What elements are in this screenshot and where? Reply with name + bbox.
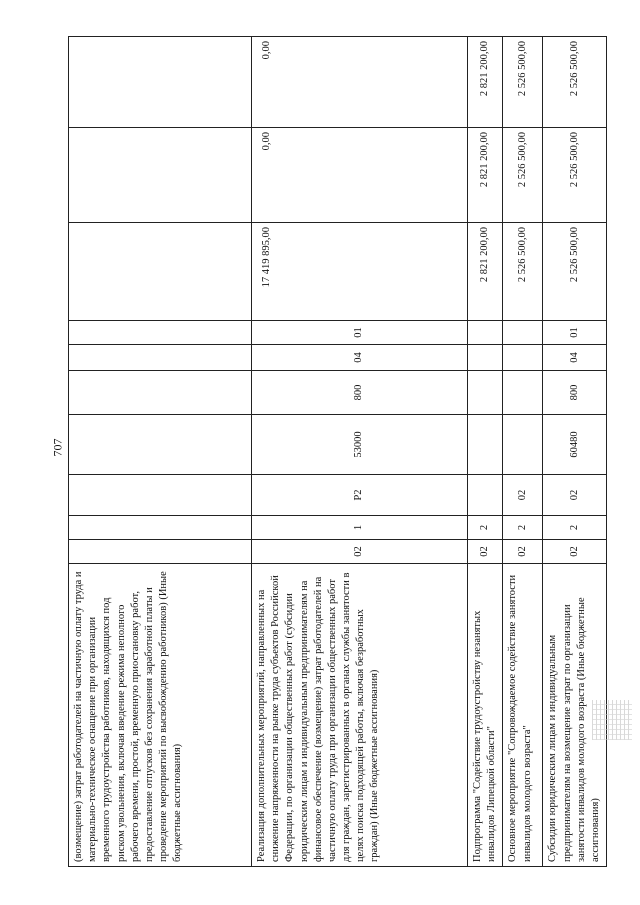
code-cell-c5 [468,371,503,415]
code-cell-c2: 2 [468,516,503,540]
row-name-cell: Подпрограмма "Содействие трудоустройству незанятых инвалидов Липецкой области" [468,564,503,867]
amount1-cell [69,223,252,321]
code-cell-c7 [468,321,503,345]
amount2-cell: 0,00 [252,128,468,223]
row-name-cell: Основное мероприятие "Сопровождаемое содействие занятости инвалидов молодого возраста" [503,564,543,867]
budget-table [68,36,607,867]
code-cell-c4 [503,415,543,475]
code-cell-c7: 01 [252,321,468,345]
rotated-page-content [68,37,601,867]
code-cell-c4 [468,415,503,475]
amount2-cell: 2 526 500,00 [543,128,607,223]
code-cell-c3: 02 [543,475,607,516]
code-cell-c6 [503,345,543,371]
table-row [543,37,607,867]
code-cell-c1: 02 [468,540,503,564]
amount3-cell: 2 526 500,00 [543,37,607,128]
table-row [252,37,468,867]
amount1-cell: 2 821 200,00 [468,223,503,321]
code-cell-c6: 04 [252,345,468,371]
scan-artifact [592,700,632,740]
row-name-cell: (возмещение) затрат работодателей на частичную оплату труда и материально-техническое оснащение при организации временного трудоустройства работников, находящихся под риском увольнения, включая введение режима неполного рабочего времени, простой, временную приостановку работ, предоставление отпусков без сохранения заработной платы и проведение мероприятий по высвобождению работников) (Иные бюджетные ассигнования) [69,564,252,867]
code-cell-c1: 02 [543,540,607,564]
code-cell-c1: 02 [252,540,468,564]
code-cell-c2: 2 [543,516,607,540]
amount1-cell: 17 419 895,00 [252,223,468,321]
code-cell-c5: 800 [543,371,607,415]
code-cell-c7 [69,321,252,345]
code-cell-c5 [503,371,543,415]
code-cell-c4 [69,415,252,475]
amount3-cell: 2 821 200,00 [468,37,503,128]
budget-table-body [69,37,607,867]
code-cell-c3: 02 [503,475,543,516]
code-cell-c2: 1 [252,516,468,540]
code-cell-c3 [69,475,252,516]
amount1-cell: 2 526 500,00 [503,223,543,321]
code-cell-c6: 04 [543,345,607,371]
code-cell-c3 [468,475,503,516]
code-cell-c3: P2 [252,475,468,516]
code-cell-c6 [69,345,252,371]
code-cell-c2: 2 [503,516,543,540]
code-cell-c4: 60480 [543,415,607,475]
amount2-cell [69,128,252,223]
table-row [503,37,543,867]
code-cell-c7: 01 [543,321,607,345]
code-cell-c5 [69,371,252,415]
code-cell-c1 [69,540,252,564]
page-number: 707 [50,438,65,457]
code-cell-c5: 800 [252,371,468,415]
amount2-cell: 2 821 200,00 [468,128,503,223]
row-name-cell: Реализация дополнительных мероприятий, направленных на снижение напряженности на рынке труда субъектов Российской Федерации, по организации общественных работ (субсидии юридическим лицам и индивидуальным предпринимателям на финансовое обеспечение (возмещение) затрат работодателей на частичную оплату труда при организации общественных работ для граждан, зарегистрированных в органах службы занятости в целях поиска подходящей работы, включая безработных граждан) (Иные бюджетные ассигнования) [252,564,468,867]
table-row [468,37,503,867]
amount1-cell: 2 526 500,00 [543,223,607,321]
code-cell-c1: 02 [503,540,543,564]
amount2-cell: 2 526 500,00 [503,128,543,223]
amount3-cell [69,37,252,128]
code-cell-c4: 53000 [252,415,468,475]
row-name-cell: Субсидии юридическим лицам и индивидуальным предпринимателям на возмещение затрат по организации занятости инвалидов молодого возраста (Иные бюджетные ассигнования) [543,564,607,867]
amount3-cell: 2 526 500,00 [503,37,543,128]
code-cell-c6 [468,345,503,371]
amount3-cell: 0,00 [252,37,468,128]
code-cell-c2 [69,516,252,540]
table-row [69,37,252,867]
code-cell-c7 [503,321,543,345]
